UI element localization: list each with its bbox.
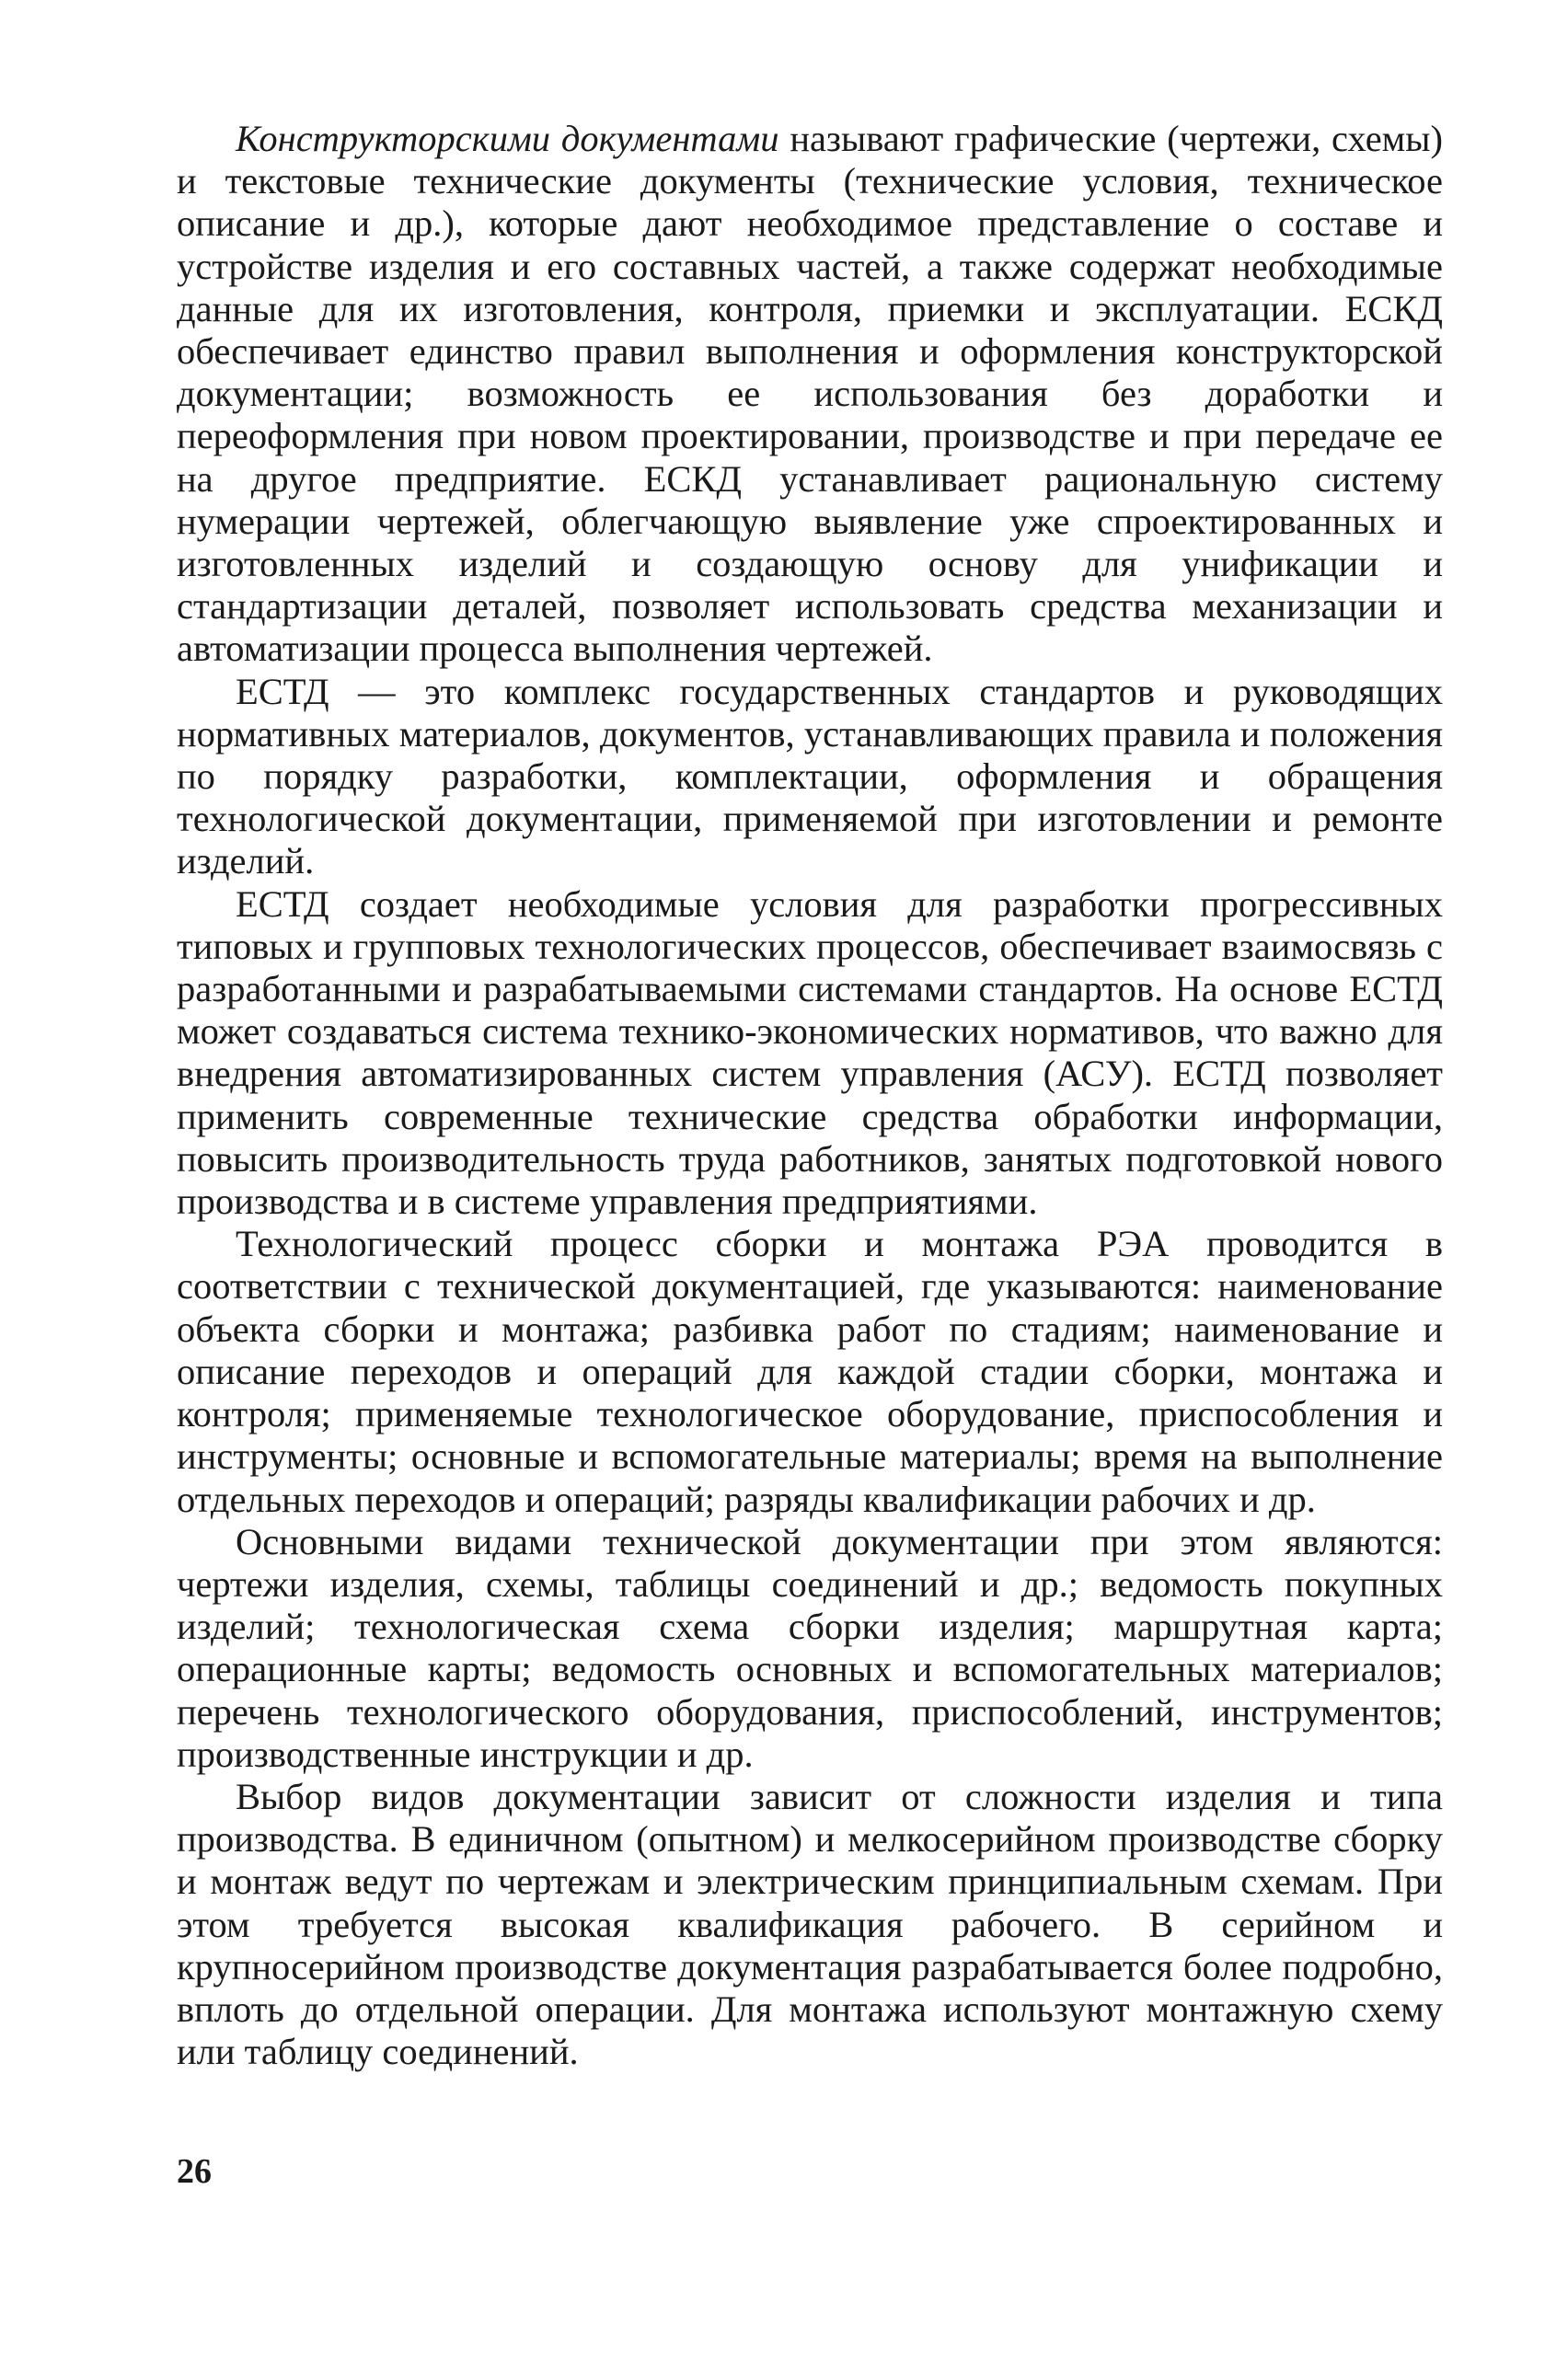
body-text <box>177 118 1443 2073</box>
paragraph-documentation-types: Основными видами технической документации при этом являются: чертежи изделия, схемы, таблицы соединений и др.; ведомость покупных изделий; технологическая схема сборки изделия; маршрутная карта; операционные карты; ведомость основных и вспомогательных материалов; перечень технологического оборудования, приспособлений, инструментов; производственные инструкции и др. <box>177 1520 1443 1775</box>
paragraph-estd-definition: ЕСТД — это комплекс государственных стандартов и руководящих нормативных материалов, документов, устанавливающих правила и положения по порядку разработки, комплектации, оформления и обращения технологической документации, применяемой при изготовлении и ремонте изделий. <box>177 670 1443 882</box>
paragraph-estd-benefits: ЕСТД создает необходимые условия для разработки прогрессивных типовых и групповых технологических процессов, обеспечивает взаимосвязь с разработанными и разрабатываемыми системами стандартов. На основе ЕСТД может создаваться система технико-экономических нормативов, что важно для внедрения автоматизированных систем управления (АСУ). ЕСТД позволяет применить современные технические средства обработки информации, повысить производительность труда работников, занятых подготовкой нового производства и в системе управления предприятиями. <box>177 882 1443 1223</box>
paragraph-assembly-process: Технологический процесс сборки и монтажа РЭА проводится в соответствии с технической документацией, где указываются: наименование объекта сборки и монтажа; разбивка работ по стадиям; наименование и описание переходов и операций для каждой стадии сборки, монтажа и контроля; применяемые технологическое оборудование, приспособления и инструменты; основные и вспомогательные материалы; время на выполнение отдельных переходов и операций; разряды квалификации рабочих и др. <box>177 1223 1443 1520</box>
paragraph-text: называют графические (чертежи, схемы) и текстовые технические документы (технические условия, техническое описание и др.), которые дают необходимое представление о составе и устройстве изделия и его составных частей, а также содержат необходимые данные для их изготовления, контроля, приемки и эксплуатации. ЕСКД обеспечивает единство правил выполнения и оформления конструкторской документации; возможность ее использования без доработки и переоформления при новом проектировании, производстве и при передаче ее на другое предприятие. ЕСКД устанавливает рациональную систему нумерации чертежей, облегчающую выявление уже спроектированных и изготовленных изделий и создающую основу для унификации и стандартизации деталей, позволяет использовать средства механизации и автоматизации процесса выполнения чертежей. <box>177 118 1443 670</box>
paragraph-documentation-choice: Выбор видов документации зависит от сложности изделия и типа производства. В единичном (опытном) и мелкосерийном производстве сборку и монтаж ведут по чертежам и электрическим принципиальным схемам. При этом требуется высокая квалификация рабочего. В серийном и крупносерийном производстве документация разрабатывается более подробно, вплоть до отдельной операции. Для монтажа используют монтажную схему или таблицу соединений. <box>177 1775 1443 2073</box>
paragraph-design-documents <box>177 118 1443 671</box>
italic-term: Конструкторскими документами <box>236 118 779 159</box>
page-number: 26 <box>177 2152 212 2191</box>
